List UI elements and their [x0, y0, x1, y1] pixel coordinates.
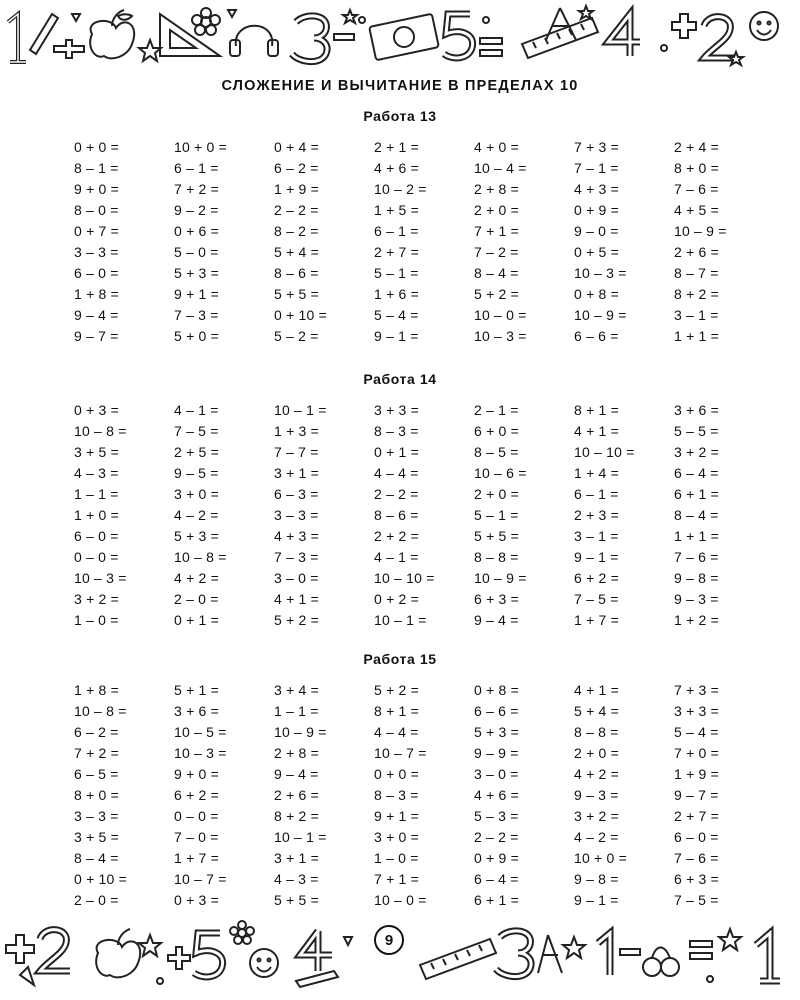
exercise: 3 + 3 =: [374, 401, 419, 418]
exercise-row: [50, 178, 750, 199]
exercise: 1 + 7 =: [574, 611, 619, 628]
exercise-row: [50, 847, 750, 868]
exercise: 2 – 0 =: [174, 590, 219, 607]
exercise: 3 – 3 =: [74, 243, 119, 260]
exercise: 3 + 5 =: [74, 828, 119, 845]
exercise-row: [50, 199, 750, 220]
page-number: 9: [374, 925, 404, 955]
exercise-row: [50, 588, 750, 609]
exercise: 10 – 8 =: [74, 702, 127, 719]
exercise: 8 – 3 =: [374, 786, 419, 803]
exercise: 1 + 8 =: [74, 285, 119, 302]
exercise: 2 – 2 =: [474, 828, 519, 845]
exercise: 2 + 4 =: [674, 138, 719, 155]
exercise: 5 + 2 =: [474, 285, 519, 302]
exercise: 9 – 7 =: [74, 327, 119, 344]
exercise: 0 + 6 =: [174, 222, 219, 239]
exercise: 5 + 4 =: [274, 243, 319, 260]
exercise: 5 + 3 =: [474, 723, 519, 740]
exercise: 4 – 3 =: [74, 464, 119, 481]
exercise: 10 – 10 =: [374, 569, 435, 586]
exercise: 1 + 3 =: [274, 422, 319, 439]
exercise: 4 + 6 =: [474, 786, 519, 803]
exercise: 2 – 1 =: [474, 401, 519, 418]
exercise: 0 – 0 =: [74, 548, 119, 565]
exercise: 9 – 8 =: [574, 870, 619, 887]
exercise: 8 – 4 =: [474, 264, 519, 281]
exercise: 8 – 6 =: [374, 506, 419, 523]
exercise: 5 – 4 =: [374, 306, 419, 323]
exercise: 3 – 1 =: [674, 306, 719, 323]
exercise: 0 + 9 =: [574, 201, 619, 218]
exercise: 7 – 2 =: [474, 243, 519, 260]
exercise: 4 + 1 =: [574, 422, 619, 439]
exercise: 9 + 1 =: [374, 807, 419, 824]
work-14-title: Работа 14: [363, 371, 437, 387]
exercise: 5 – 1 =: [374, 264, 419, 281]
exercise-row: [50, 325, 750, 346]
exercise: 0 + 8 =: [574, 285, 619, 302]
page-title: СЛОЖЕНИЕ И ВЫЧИТАНИЕ В ПРЕДЕЛАХ 10: [221, 78, 579, 94]
exercise-row: [50, 136, 750, 157]
exercise: 6 + 2 =: [174, 786, 219, 803]
work-13-title: Работа 13: [363, 108, 437, 124]
exercise: 9 – 2 =: [174, 201, 219, 218]
exercise: 9 – 4 =: [474, 611, 519, 628]
exercise: 2 + 1 =: [374, 138, 419, 155]
exercise: 1 + 4 =: [574, 464, 619, 481]
exercise: 6 – 1 =: [174, 159, 219, 176]
exercise: 3 + 2 =: [674, 443, 719, 460]
exercise: 7 + 1 =: [474, 222, 519, 239]
exercise: 10 – 2 =: [374, 180, 427, 197]
exercise: 10 – 8 =: [174, 548, 227, 565]
exercise: 5 – 1 =: [474, 506, 519, 523]
exercise: 3 + 2 =: [574, 807, 619, 824]
exercise: 7 – 5 =: [574, 590, 619, 607]
exercise: 3 + 0 =: [374, 828, 419, 845]
exercise: 4 + 0 =: [474, 138, 519, 155]
exercise: 4 + 6 =: [374, 159, 419, 176]
exercise: 8 + 1 =: [574, 401, 619, 418]
exercise: 1 + 6 =: [374, 285, 419, 302]
exercise: 2 + 2 =: [374, 527, 419, 544]
exercise: 2 + 8 =: [474, 180, 519, 197]
exercise-row: [50, 700, 750, 721]
exercise: 8 – 7 =: [674, 264, 719, 281]
exercise: 0 + 10 =: [74, 870, 127, 887]
exercise: 6 + 1 =: [674, 485, 719, 502]
exercise: 2 + 6 =: [274, 786, 319, 803]
exercise: 10 – 3 =: [574, 264, 627, 281]
exercise: 1 + 8 =: [74, 681, 119, 698]
exercise: 7 + 2 =: [74, 744, 119, 761]
exercise: 8 – 6 =: [274, 264, 319, 281]
exercise: 0 + 3 =: [174, 891, 219, 908]
exercise: 5 – 0 =: [174, 243, 219, 260]
exercise: 9 + 0 =: [74, 180, 119, 197]
exercise: 2 + 7 =: [374, 243, 419, 260]
exercise-row: [50, 609, 750, 630]
exercise: 10 – 3 =: [74, 569, 127, 586]
exercise: 4 – 1 =: [374, 548, 419, 565]
exercise: 8 – 4 =: [74, 849, 119, 866]
exercise: 5 + 4 =: [574, 702, 619, 719]
exercise: 10 – 10 =: [574, 443, 635, 460]
exercise: 9 – 0 =: [574, 222, 619, 239]
exercise-row: [50, 241, 750, 262]
exercise: 5 – 3 =: [474, 807, 519, 824]
exercise-row: [50, 889, 750, 910]
exercise: 9 – 4 =: [74, 306, 119, 323]
exercise-row: [50, 262, 750, 283]
exercise: 4 + 3 =: [574, 180, 619, 197]
exercise: 7 – 7 =: [274, 443, 319, 460]
exercise: 1 – 0 =: [374, 849, 419, 866]
exercise: 3 – 0 =: [274, 569, 319, 586]
exercise-row: [50, 220, 750, 241]
exercise: 10 – 4 =: [474, 159, 527, 176]
exercise: 6 – 0 =: [74, 264, 119, 281]
exercise: 4 – 2 =: [574, 828, 619, 845]
exercise: 10 – 5 =: [174, 723, 227, 740]
exercise: 10 – 3 =: [474, 327, 527, 344]
exercise: 0 + 2 =: [374, 590, 419, 607]
exercise: 6 + 2 =: [574, 569, 619, 586]
exercise: 9 – 3 =: [574, 786, 619, 803]
exercise: 9 – 3 =: [674, 590, 719, 607]
exercise: 10 + 0 =: [174, 138, 227, 155]
exercise: 6 – 5 =: [74, 765, 119, 782]
exercise: 10 – 1 =: [274, 828, 327, 845]
exercise: 3 + 0 =: [174, 485, 219, 502]
exercise: 4 – 4 =: [374, 723, 419, 740]
exercise: 7 – 3 =: [174, 306, 219, 323]
exercise: 3 – 3 =: [74, 807, 119, 824]
exercise: 8 – 2 =: [274, 222, 319, 239]
exercise: 6 – 2 =: [74, 723, 119, 740]
exercise: 8 + 1 =: [374, 702, 419, 719]
exercise: 1 + 0 =: [74, 506, 119, 523]
exercise: 2 + 0 =: [474, 485, 519, 502]
exercise-row: [50, 784, 750, 805]
top-decoration: [0, 0, 800, 70]
exercise: 6 – 1 =: [374, 222, 419, 239]
exercise: 10 – 1 =: [274, 401, 327, 418]
exercise: 3 – 3 =: [274, 506, 319, 523]
exercise: 8 – 0 =: [74, 201, 119, 218]
exercise: 9 – 8 =: [674, 569, 719, 586]
exercise: 9 – 4 =: [274, 765, 319, 782]
exercise: 8 – 5 =: [474, 443, 519, 460]
exercise: 0 + 8 =: [474, 681, 519, 698]
exercise: 5 – 5 =: [674, 422, 719, 439]
exercise: 6 – 4 =: [674, 464, 719, 481]
exercise: 2 + 7 =: [674, 807, 719, 824]
exercise: 10 – 9 =: [474, 569, 527, 586]
exercise-row: [50, 420, 750, 441]
exercise: 1 – 1 =: [274, 702, 319, 719]
exercise: 2 + 8 =: [274, 744, 319, 761]
exercise: 7 – 1 =: [574, 159, 619, 176]
exercise: 6 – 6 =: [474, 702, 519, 719]
exercise: 5 + 0 =: [174, 327, 219, 344]
exercise: 7 – 5 =: [674, 891, 719, 908]
exercise: 8 – 8 =: [474, 548, 519, 565]
exercise: 1 + 9 =: [674, 765, 719, 782]
exercise: 4 + 2 =: [174, 569, 219, 586]
exercise: 9 – 9 =: [474, 744, 519, 761]
exercise-row: [50, 805, 750, 826]
work-13-grid: [50, 136, 750, 346]
exercise: 0 + 5 =: [574, 243, 619, 260]
exercise: 8 + 0 =: [674, 159, 719, 176]
exercise-row: [50, 763, 750, 784]
exercise: 4 + 1 =: [274, 590, 319, 607]
exercise: 8 + 0 =: [74, 786, 119, 803]
exercise: 9 – 1 =: [574, 891, 619, 908]
exercise: 6 – 2 =: [274, 159, 319, 176]
exercise-row: [50, 721, 750, 742]
exercise: 7 + 1 =: [374, 870, 419, 887]
exercise: 6 – 1 =: [574, 485, 619, 502]
exercise-row: [50, 567, 750, 588]
exercise: 4 – 4 =: [374, 464, 419, 481]
exercise: 6 – 0 =: [74, 527, 119, 544]
exercise-row: [50, 868, 750, 889]
exercise: 6 + 3 =: [474, 590, 519, 607]
exercise: 7 – 6 =: [674, 548, 719, 565]
exercise: 3 + 6 =: [674, 401, 719, 418]
exercise: 0 + 4 =: [274, 138, 319, 155]
exercise: 7 + 2 =: [174, 180, 219, 197]
exercise: 5 + 5 =: [474, 527, 519, 544]
exercise: 0 + 7 =: [74, 222, 119, 239]
exercise: 2 + 5 =: [174, 443, 219, 460]
exercise: 7 + 0 =: [674, 744, 719, 761]
exercise: 8 – 1 =: [74, 159, 119, 176]
exercise: 5 + 5 =: [274, 285, 319, 302]
exercise: 8 – 4 =: [674, 506, 719, 523]
exercise: 10 – 1 =: [374, 611, 427, 628]
exercise: 6 – 3 =: [274, 485, 319, 502]
exercise: 2 + 3 =: [574, 506, 619, 523]
exercise: 10 – 9 =: [274, 723, 327, 740]
exercise: 6 + 1 =: [474, 891, 519, 908]
exercise: 0 + 1 =: [174, 611, 219, 628]
exercise: 0 – 0 =: [174, 807, 219, 824]
exercise: 10 – 8 =: [74, 422, 127, 439]
exercise: 10 – 0 =: [374, 891, 427, 908]
exercise: 10 + 0 =: [574, 849, 627, 866]
work-14-grid: [50, 399, 750, 630]
exercise: 9 + 1 =: [174, 285, 219, 302]
exercise: 7 + 3 =: [574, 138, 619, 155]
exercise: 5 – 2 =: [274, 327, 319, 344]
exercise: 8 – 3 =: [374, 422, 419, 439]
bottom-decoration: [0, 915, 800, 1000]
work-15-title: Работа 15: [363, 651, 437, 667]
exercise: 1 – 1 =: [74, 485, 119, 502]
exercise: 9 – 1 =: [574, 548, 619, 565]
exercise: 3 + 3 =: [674, 702, 719, 719]
exercise: 3 + 5 =: [74, 443, 119, 460]
exercise: 2 – 2 =: [274, 201, 319, 218]
exercise: 3 + 4 =: [274, 681, 319, 698]
exercise: 4 + 1 =: [574, 681, 619, 698]
exercise: 5 + 3 =: [174, 527, 219, 544]
exercise: 0 + 0 =: [374, 765, 419, 782]
exercise: 6 – 6 =: [574, 327, 619, 344]
exercise: 6 + 0 =: [474, 422, 519, 439]
exercise: 4 – 3 =: [274, 870, 319, 887]
exercise: 3 – 0 =: [474, 765, 519, 782]
exercise: 1 + 7 =: [174, 849, 219, 866]
exercise: 2 + 6 =: [674, 243, 719, 260]
exercise: 5 + 5 =: [274, 891, 319, 908]
exercise: 9 – 1 =: [374, 327, 419, 344]
exercise: 1 + 1 =: [674, 327, 719, 344]
exercise: 10 – 7 =: [374, 744, 427, 761]
exercise: 2 – 0 =: [74, 891, 119, 908]
exercise-row: [50, 483, 750, 504]
exercise: 1 + 5 =: [374, 201, 419, 218]
exercise-row: [50, 441, 750, 462]
exercise: 2 – 2 =: [374, 485, 419, 502]
exercise: 4 + 5 =: [674, 201, 719, 218]
exercise-row: [50, 157, 750, 178]
exercise: 0 + 10 =: [274, 306, 327, 323]
exercise: 10 – 6 =: [474, 464, 527, 481]
exercise: 9 – 5 =: [174, 464, 219, 481]
exercise: 8 + 2 =: [274, 807, 319, 824]
exercise: 5 + 3 =: [174, 264, 219, 281]
exercise-row: [50, 525, 750, 546]
exercise-row: [50, 826, 750, 847]
exercise: 6 + 3 =: [674, 870, 719, 887]
exercise: 6 – 0 =: [674, 828, 719, 845]
exercise: 10 – 3 =: [174, 744, 227, 761]
exercise: 5 + 2 =: [274, 611, 319, 628]
exercise-row: [50, 679, 750, 700]
exercise: 7 – 6 =: [674, 849, 719, 866]
exercise: 7 – 6 =: [674, 180, 719, 197]
exercise: 2 + 0 =: [574, 744, 619, 761]
exercise: 3 + 2 =: [74, 590, 119, 607]
exercise: 5 + 1 =: [174, 681, 219, 698]
exercise-row: [50, 283, 750, 304]
exercise: 3 – 1 =: [574, 527, 619, 544]
work-15-grid: [50, 679, 750, 910]
exercise: 8 + 2 =: [674, 285, 719, 302]
exercise: 1 + 1 =: [674, 527, 719, 544]
exercise: 7 – 0 =: [174, 828, 219, 845]
exercise: 7 + 3 =: [674, 681, 719, 698]
exercise: 10 – 9 =: [574, 306, 627, 323]
exercise: 5 – 4 =: [674, 723, 719, 740]
exercise: 0 + 9 =: [474, 849, 519, 866]
exercise-row: [50, 399, 750, 420]
exercise: 10 – 0 =: [474, 306, 527, 323]
exercise: 10 – 7 =: [174, 870, 227, 887]
exercise-row: [50, 546, 750, 567]
exercise-row: [50, 742, 750, 763]
exercise: 4 + 3 =: [274, 527, 319, 544]
exercise: 0 + 0 =: [74, 138, 119, 155]
exercise: 5 + 2 =: [374, 681, 419, 698]
exercise-row: [50, 462, 750, 483]
exercise-row: [50, 304, 750, 325]
exercise: 9 – 7 =: [674, 786, 719, 803]
exercise: 4 + 2 =: [574, 765, 619, 782]
exercise: 1 + 2 =: [674, 611, 719, 628]
exercise: 0 + 1 =: [374, 443, 419, 460]
exercise: 4 – 2 =: [174, 506, 219, 523]
exercise: 7 – 3 =: [274, 548, 319, 565]
exercise: 2 + 0 =: [474, 201, 519, 218]
exercise: 6 – 4 =: [474, 870, 519, 887]
exercise: 7 – 5 =: [174, 422, 219, 439]
exercise: 4 – 1 =: [174, 401, 219, 418]
exercise: 3 + 6 =: [174, 702, 219, 719]
exercise: 9 + 0 =: [174, 765, 219, 782]
exercise: 1 + 9 =: [274, 180, 319, 197]
exercise-row: [50, 504, 750, 525]
exercise: 0 + 3 =: [74, 401, 119, 418]
exercise: 3 + 1 =: [274, 849, 319, 866]
exercise: 1 – 0 =: [74, 611, 119, 628]
exercise: 3 + 1 =: [274, 464, 319, 481]
exercise: 8 – 8 =: [574, 723, 619, 740]
exercise: 10 – 9 =: [674, 222, 727, 239]
